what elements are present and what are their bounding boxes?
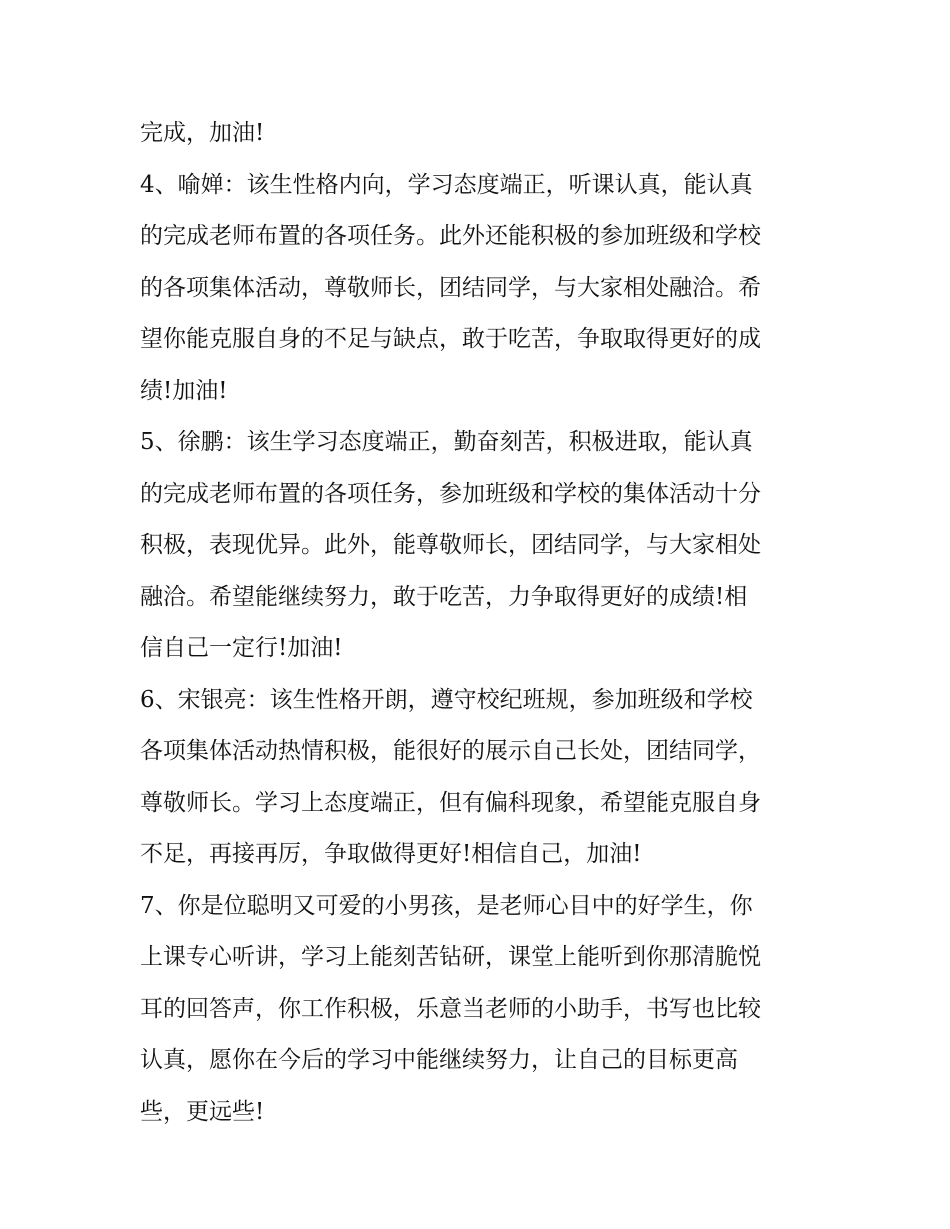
text-line: 尊敬师长。学习上态度端正，但有偏科现象，希望能克服自身	[140, 789, 761, 816]
text-line: 积极，表现优异。此外，能尊敬师长，团结同学，与大家相处	[140, 532, 761, 558]
text-line: 融洽。希望能继续努力，敢于吃苦，力争取得更好的成绩!相	[140, 583, 748, 610]
text-line: 6、宋银亮：该生性格开朗，遵守校纪班规，参加班级和学校	[140, 686, 753, 713]
text-line: 不足，再接再厉，争取做得更好!相信自己，加油!	[140, 841, 642, 867]
text-line: 耳的回答声，你工作积极，乐意当老师的小助手，书写也比较	[140, 995, 761, 1022]
text-line: 5、徐鹏：该生学习态度端正，勤奋刻苦，积极进取，能认真	[140, 429, 753, 455]
text-line: 4、喻婵：该生性格内向，学习态度端正，听课认真，能认真	[140, 171, 753, 198]
text-line: 完成，加油!	[140, 120, 265, 146]
text-line: 的各项集体活动，尊敬师长，团结同学，与大家相处融洽。希	[140, 274, 761, 301]
document-body	[140, 108, 820, 1138]
text-line: 各项集体活动热情积极，能很好的展示自己长处，团结同学，	[140, 738, 761, 764]
text-line: 的完成老师布置的各项任务。此外还能积极的参加班级和学校	[140, 223, 761, 249]
text-line: 绩!加油!	[140, 377, 228, 404]
text-line: 的完成老师布置的各项任务，参加班级和学校的集体活动十分	[140, 480, 761, 507]
text-line: 望你能克服自身的不足与缺点，敢于吃苦，争取取得更好的成	[140, 326, 761, 352]
text-line: 认真，愿你在今后的学习中能继续努力，让自己的目标更高	[140, 1047, 738, 1073]
text-line: 些，更远些!	[140, 1098, 265, 1125]
text-line: 信自己一定行!加油!	[140, 635, 343, 661]
text-line: 上课专心听讲，学习上能刻苦钻研，课堂上能听到你那清脆悦	[140, 944, 761, 970]
text-line: 7、你是位聪明又可爱的小男孩，是老师心目中的好学生，你	[140, 892, 753, 919]
